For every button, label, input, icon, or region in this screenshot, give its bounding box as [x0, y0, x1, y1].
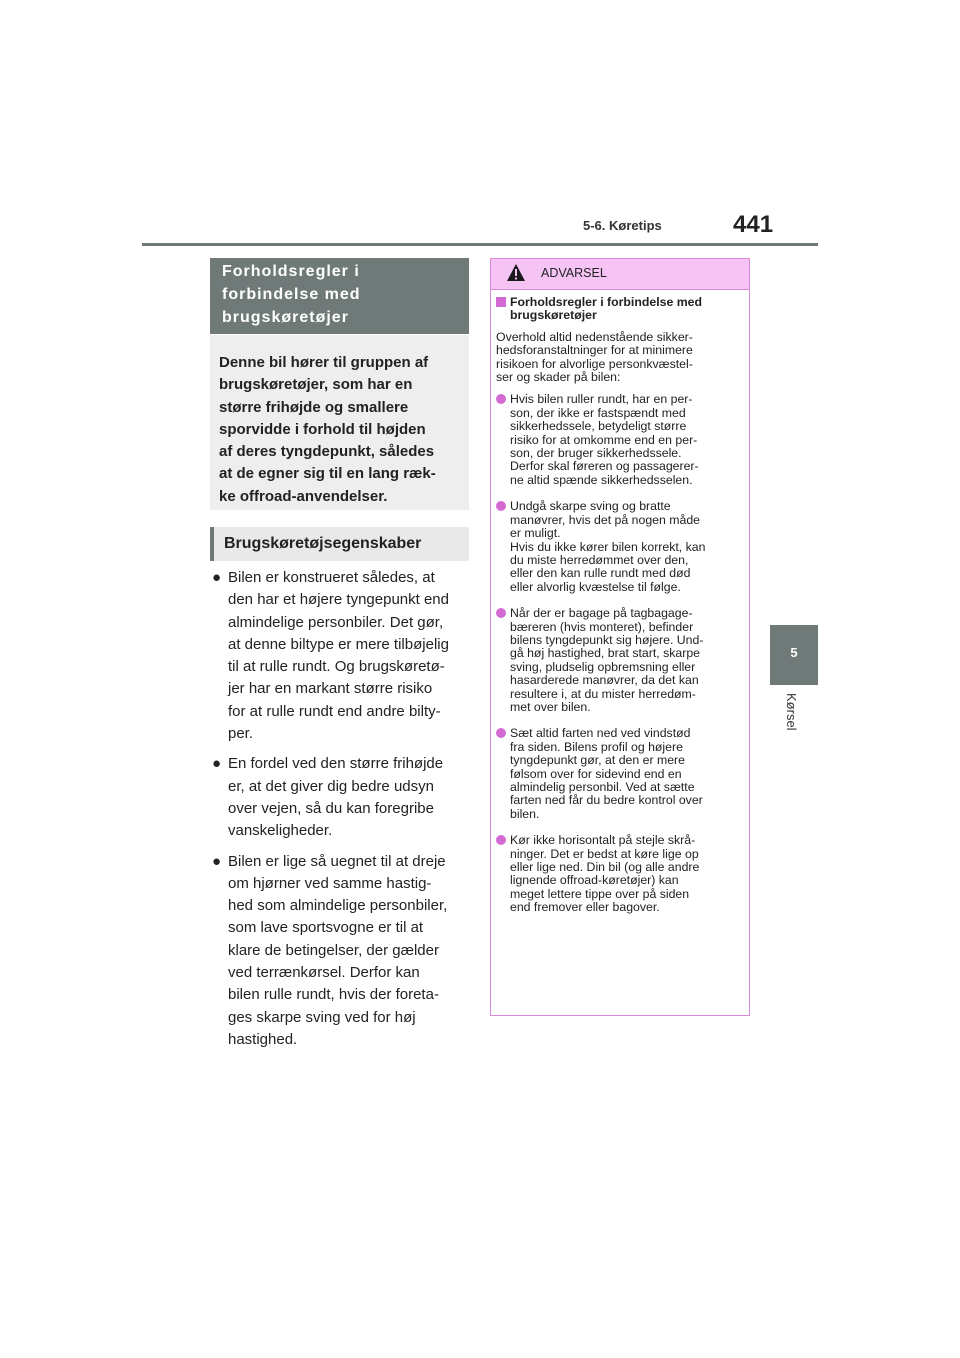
list-item — [212, 753, 472, 842]
header-divider — [142, 243, 818, 246]
intro-box: Denne bil hører til gruppen af brugskøretøjer, som har en større frihøjde og smallere sporvidde i forhold til højden af deres tyngdepunkt, således at de egner sig til en lang ræk- ke offroad-anvendelser. — [210, 335, 469, 510]
warning-body — [491, 290, 749, 915]
page-number: 441 — [733, 211, 774, 238]
warning-triangle-icon — [506, 263, 526, 283]
warning-item-text: Kør ikke horisontalt på stejle skrå- ninger. Det er bedst at køre lige op eller lige ned. Din bil (og alle andre lignende offroad-køretøjer) kan meget lettere tippe over på siden end fremover eller bagover. — [510, 833, 700, 915]
section-heading: Forholdsregler i forbindelse med brugskøretøjer — [210, 258, 469, 334]
list-item-text: Bilen er lige så uegnet til at dreje om hjørner ved samme hastig- hed som almindelige personbiler, som lave sportsvogne er til at klare de betingelser, der gælder ved terrænkørsel. Derfor kan bilen rulle rundt, hvis der foreta- ges skarpe sving ved for høj hastighed. — [228, 852, 448, 1048]
circle-bullet-icon — [496, 608, 506, 618]
warning-subheading — [496, 296, 744, 323]
circle-bullet-icon — [496, 394, 506, 404]
warning-box — [490, 258, 750, 1016]
warning-subheading-text: Forholdsregler i forbindelse med brugskøretøjer — [510, 295, 703, 323]
circle-bullet-icon — [496, 501, 506, 511]
warning-title: ADVARSEL — [541, 266, 607, 280]
list-item-text: En fordel ved den større frihøjde er, at det giver dig bedre udsyn over vejen, så du kan foregribe vanskeligheder. — [228, 755, 444, 840]
circle-bullet-icon — [496, 835, 506, 845]
circle-bullet-icon — [496, 728, 506, 738]
warning-item — [496, 727, 744, 821]
warning-item — [496, 607, 744, 714]
chapter-label: Kørsel — [784, 693, 799, 731]
warning-item — [496, 500, 744, 594]
warning-item — [496, 834, 744, 914]
subsection-heading: Brugskøretøjsegenskaber — [210, 527, 469, 561]
warning-intro: Overhold altid nedenstående sikker- hedsforanstaltninger for at minimere risikoen for alvorlige personkvæstel- ser og skader på bilen: — [496, 329, 693, 385]
bullet-icon: ● — [212, 569, 222, 586]
warning-item-text: Undgå skarpe sving og bratte manøvrer, hvis det på nogen måde er muligt. Hvis du ikke kører bilen korrekt, kan du miste herredømmet over den, eller den kan rulle rundt med død eller alvorlig kvæstelse til følge. — [510, 499, 706, 594]
section-title: 5-6. Køretips — [583, 218, 662, 233]
bullet-icon: ● — [212, 755, 222, 773]
list-item — [212, 851, 472, 1052]
warning-item — [496, 393, 744, 487]
bullet-icon: ● — [212, 852, 222, 870]
square-bullet-icon — [496, 297, 506, 307]
warning-header — [491, 259, 749, 290]
list-item-text: Bilen er konstrueret således, at den har et højere tyngepunkt end almindelige personbiler. Det gør, at denne biltype er mere tilbøjelig til at rulle rundt. Og brugskøretø- jer har en markant større risiko for at rulle rundt end andre bilty- per. — [228, 569, 449, 743]
bullet-list — [212, 567, 472, 1059]
chapter-tab: 5 — [770, 625, 818, 685]
list-item — [212, 567, 472, 745]
warning-item-text: Hvis bilen ruller rundt, har en per- son, der ikke er fastspændt med sikkerhedssele, betydeligt større risiko for at omkomme end en per- son, der bruger sikkerhedssele. Derfor skal føreren og passagerer- ne altid spænde sikkerhedsselen. — [510, 392, 699, 487]
warning-item-text: Når der er bagage på tagbagage- bæreren (hvis monteret), befinder bilens tyngdepunkt sig højere. Und- gå høj hastighed, brat start, skarpe sving, pludselig opbremsning eller hasarderede manøvrer, da det kan resultere i, at du mister herredøm- met over bilen. — [510, 606, 704, 714]
warning-item-text: Sæt altid farten ned ved vindstød fra siden. Bilens profil og højere tyngdepunkt gør, at den er mere følsom over for sidevind end en almindelig personbil. Ved at sætte farten ned får du bedre kontrol over bilen. — [510, 726, 703, 821]
